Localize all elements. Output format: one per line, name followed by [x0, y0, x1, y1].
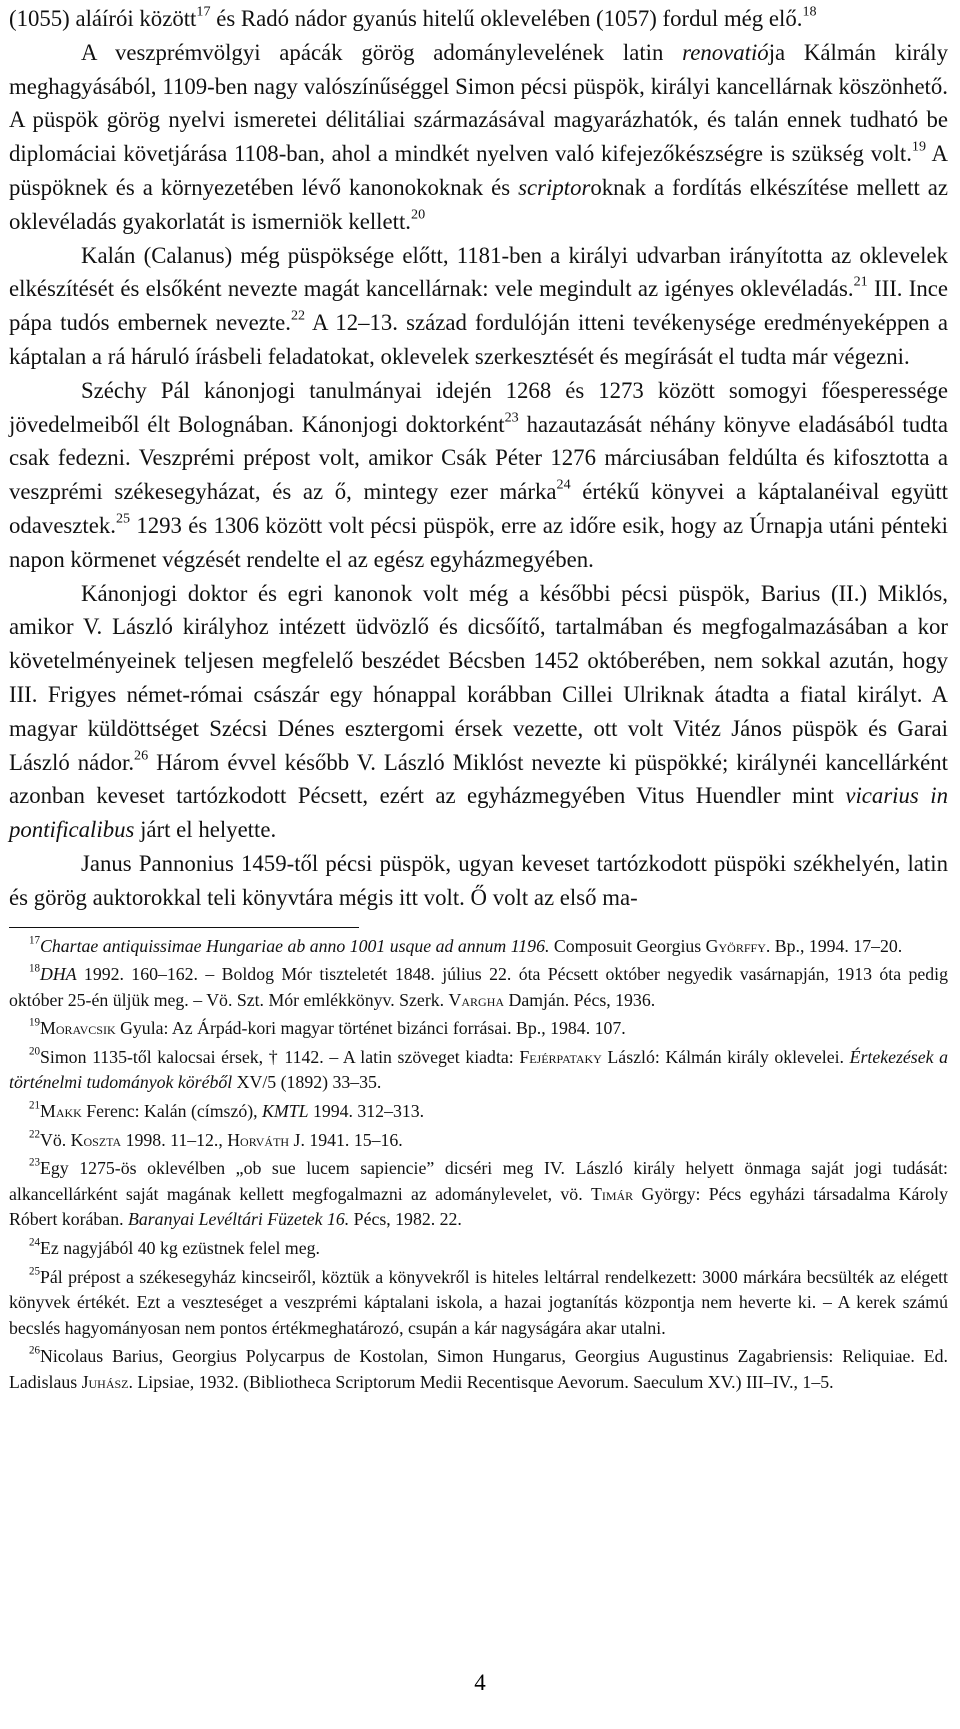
footnote [9, 1016, 948, 1042]
text-run: J. 1941. 15–16. [289, 1129, 403, 1150]
text-run: 1998. 11–12., [121, 1129, 228, 1150]
footnote-marker: 25 [115, 510, 131, 527]
footnote-marker: 23 [504, 408, 519, 425]
paragraph [9, 36, 948, 239]
italic-text: scriptor [518, 174, 591, 200]
text-run: Composuit Georgius [549, 935, 706, 956]
footnote-marker: 24 [29, 1236, 41, 1249]
text-run: Janus Pannonius 1459-től pécsi püspök, ugyan keveset tartózkodott püspöki székhelyén, latin és görög auktorokkal teli könyvtára mégis itt volt. Ő volt az első ma- [9, 850, 948, 910]
text-run: László: Kálmán király oklevelei. [601, 1046, 850, 1067]
text-run: A veszprémvölgyi apácák görög adománylevelének latin [81, 39, 683, 65]
footnote-marker: 23 [29, 1157, 41, 1169]
footnote [9, 1236, 948, 1262]
text-run: Pécs, 1982. 22. [349, 1209, 462, 1230]
text-run: 1293 és 1306 között volt pécsi püspök, erre az időre esik, hogy az Úrnapja utáni pénteki napon körmenet végzését rendelte el az egész egyházmegyében. [9, 512, 948, 572]
text-run: Széchy Pál kánonjogi tanulmányai idején 1268 és 1273 között somogyi főesperessége jövedelmeiből élt Bolognában. Kánonjogi doktorként [9, 377, 948, 437]
footnote-marker: 17 [29, 934, 41, 947]
footnote-marker: 18 [802, 3, 817, 20]
text-run: Vö. [40, 1129, 71, 1150]
text-run: Ez nagyjából 40 kg ezüstnek felel meg. [40, 1238, 320, 1259]
text-run: Pál prépost a székesegyház kincseiről, köztük a könyvekről is hiteles leltárral rendelkezett: 3000 márkára becsülték az elégett könyvek értékét. Ezt a veszteséget a veszprémi káptalani iskola, a hazai jogtanítás központja nem heverte ki. – A kerek számú becslés hagyományosan nem pontos értékmeghatározó, csupán a kár nagyságára akar utalni. [9, 1266, 948, 1338]
text-run: A 12–13. század fordulóján itteni tevékenysége eredményeképpen a káptalan a rá háruló írásbeli feladatokat, oklevelek szerkesztését és megírását el tudta már végezni. [9, 310, 948, 369]
text-run: III. Ince pápa tudós embernek nevezte. [9, 276, 948, 336]
footnote [9, 1265, 948, 1342]
text-run: értékű könyvei a káptalanéival együtt odavesztek. [9, 479, 948, 538]
text-run: György: Pécs egyházi társadalma Károly Róbert korában. [9, 1183, 948, 1230]
text-run: Nicolaus Barius, Georgius Polycarpus de Kostolan, Simon Hungarus, Georgius Augustinus Zagabriensis: Reliquiae. Ed. Ladislaus [9, 1346, 948, 1393]
italic-text: vicarius in pontificalibus [9, 783, 948, 843]
footnote-marker: 26 [134, 746, 149, 763]
footnote [9, 1099, 948, 1125]
paragraph [9, 577, 948, 847]
footnote-marker: 25 [29, 1265, 41, 1278]
text-run: (1055) aláírói között [9, 6, 197, 31]
text-run: hazautazását néhány könyve eladásából tudta csak fedezni. Veszprémi prépost volt, amikor Csák Péter 1276 márciusában feldúlta és kifosztotta a veszprémi székesegyházat, és az ő, mintegy ezer márka [9, 411, 948, 505]
italic-text: Baranyai Levéltári Füzetek 16. [128, 1209, 350, 1230]
text-run: ja Kálmán király meghagyásából, 1109-ben nagy valószínűséggel Simon pécsi püspök, királyi kancellárnak köszönhető. A püspök görög nyelvi ismeretei délitáliai származásával magyarázhatók, és talán ennek tudható be diplomáciai követjárása 1108-ban, ahol a mindkét nyelven való kifejezőkészségre is szükség volt. [9, 39, 948, 167]
author-name: Juhász [81, 1372, 129, 1393]
text-run: 1992. 160–162. – Boldog Mór tiszteletét 1848. július 22. óta Pécsett október negyedik vasárnapján, 1913 óta pedig október 25-én üljük meg. – Vö. Szt. Mór emlékkönyv. Szerk. [9, 964, 948, 1010]
text-run: A püspöknek és a környezetében lévő kanonokoknak és [9, 141, 948, 200]
footnote [9, 1344, 948, 1395]
text-run: Kánonjogi doktor és egri kanonok volt még a későbbi pécsi püspök, Barius (II.) Miklós, amikor V. László királyhoz intézett üdvözlő és dicsőítő, tartalmában és megfogalmazásában a kor követelményeinek teljesen megfelelő beszédet Bécsben 1452 októberében, nem sokkal azután, hogy III. Frigyes német-római császár egy hónappal korábban Cillei Ulriknak átadta a fiatal királyt. A magyar küldöttséget Szécsi Dénes esztergomi érsek vezette, ott volt Vitéz János püspök és Garai László nádor. [9, 580, 948, 775]
author-name: Fejérpataky [519, 1046, 602, 1067]
footnote-marker: 26 [29, 1345, 41, 1358]
footnote-marker: 19 [29, 1017, 41, 1030]
text-run: Egy 1275-ös oklevélben „ob sue lucem sapiencie” dicséri meg IV. László király helyett önmaga saját jogi tudását: alkancellárként saját magának kellett megfogalmazni az adománylevelet, vö. [9, 1158, 948, 1204]
footnote [9, 1156, 948, 1233]
text-run: . Bp., 1994. 17–20. [765, 935, 903, 956]
footnote [9, 1128, 948, 1154]
paragraph [9, 2, 948, 36]
text-run: Gyula: Az Árpád-kori magyar történet bizánci forrásai. Bp., 1984. 107. [115, 1018, 626, 1039]
author-name: Timár [590, 1183, 634, 1204]
footnote-marker: 21 [29, 1099, 41, 1112]
author-name: Vargha [448, 989, 505, 1010]
paragraph [9, 239, 948, 374]
author-name: Horváth [227, 1129, 290, 1150]
text-run: Simon 1135-től kalocsai érsek, † 1142. – A latin szöveget kiadta: [40, 1046, 520, 1067]
footnote [9, 934, 948, 960]
text-run: Ferenc: Kalán (címszó), [81, 1101, 263, 1122]
text-run: Damján. Pécs, 1936. [504, 989, 656, 1010]
text-run: Három évvel később V. László Miklóst nevezte ki püspökké; királynéi kancellárként azonban keveset tartózkodott Pécsett, ezért az egyházmegyében Vitus Huendler mint [9, 749, 948, 809]
paragraph [9, 374, 948, 577]
footnotes [9, 934, 948, 1396]
footnote [9, 962, 948, 1013]
italic-text: Chartae antiquissimae Hungariae ab anno 1001 usque ad annum 1196. [40, 935, 550, 956]
text-run: 1994. 312–313. [308, 1101, 425, 1122]
italic-text: DHA [40, 964, 77, 985]
footnote-marker: 20 [411, 206, 426, 223]
footnote-marker: 21 [853, 273, 868, 290]
main-text [9, 2, 948, 915]
text-run: XV/5 (1892) 33–35. [232, 1072, 382, 1093]
paragraph [9, 847, 948, 915]
footnote-separator [9, 927, 359, 928]
text-run: . Lipsiae, 1932. (Bibliotheca Scriptorum Medii Recentisque Aevorum. Saeculum XV.) III–IV., 1–5. [128, 1372, 834, 1393]
footnote-marker: 24 [556, 476, 571, 493]
footnote [9, 1045, 948, 1096]
footnote-marker: 22 [290, 307, 306, 324]
author-name: Koszta [70, 1129, 122, 1150]
page-number: 4 [474, 1670, 486, 1695]
text-run: oknak a fordítás elkészítése mellett az oklevéladás gyakorlatát is ismerniök kellett. [9, 174, 948, 234]
italic-text: renovatió [682, 39, 769, 65]
italic-text: Értekezések a történelmi tudományok köréből [9, 1046, 949, 1093]
text-run: Kalán (Calanus) még püspöksége előtt, 1181-ben a királyi udvarban irányította az oklevelek elkészítését és elsőként nevezte magát kancellárnak: vele megindult az igényes oklevéladás. [9, 242, 948, 302]
footnote-marker: 20 [29, 1045, 41, 1058]
author-name: Moravcsik [40, 1018, 116, 1039]
text-run: járt el helyette. [134, 817, 277, 843]
footnote-marker: 22 [29, 1128, 41, 1141]
italic-text: KMTL [262, 1101, 309, 1122]
footnote-marker: 17 [196, 3, 211, 20]
author-name: Makk [40, 1101, 82, 1122]
footnote-marker: 19 [911, 138, 927, 155]
footnote-marker: 18 [29, 962, 41, 975]
author-name: Györffy [705, 935, 766, 956]
text-run: és Radó nádor gyanús hitelű oklevelében (1057) fordul még elő. [210, 6, 803, 31]
